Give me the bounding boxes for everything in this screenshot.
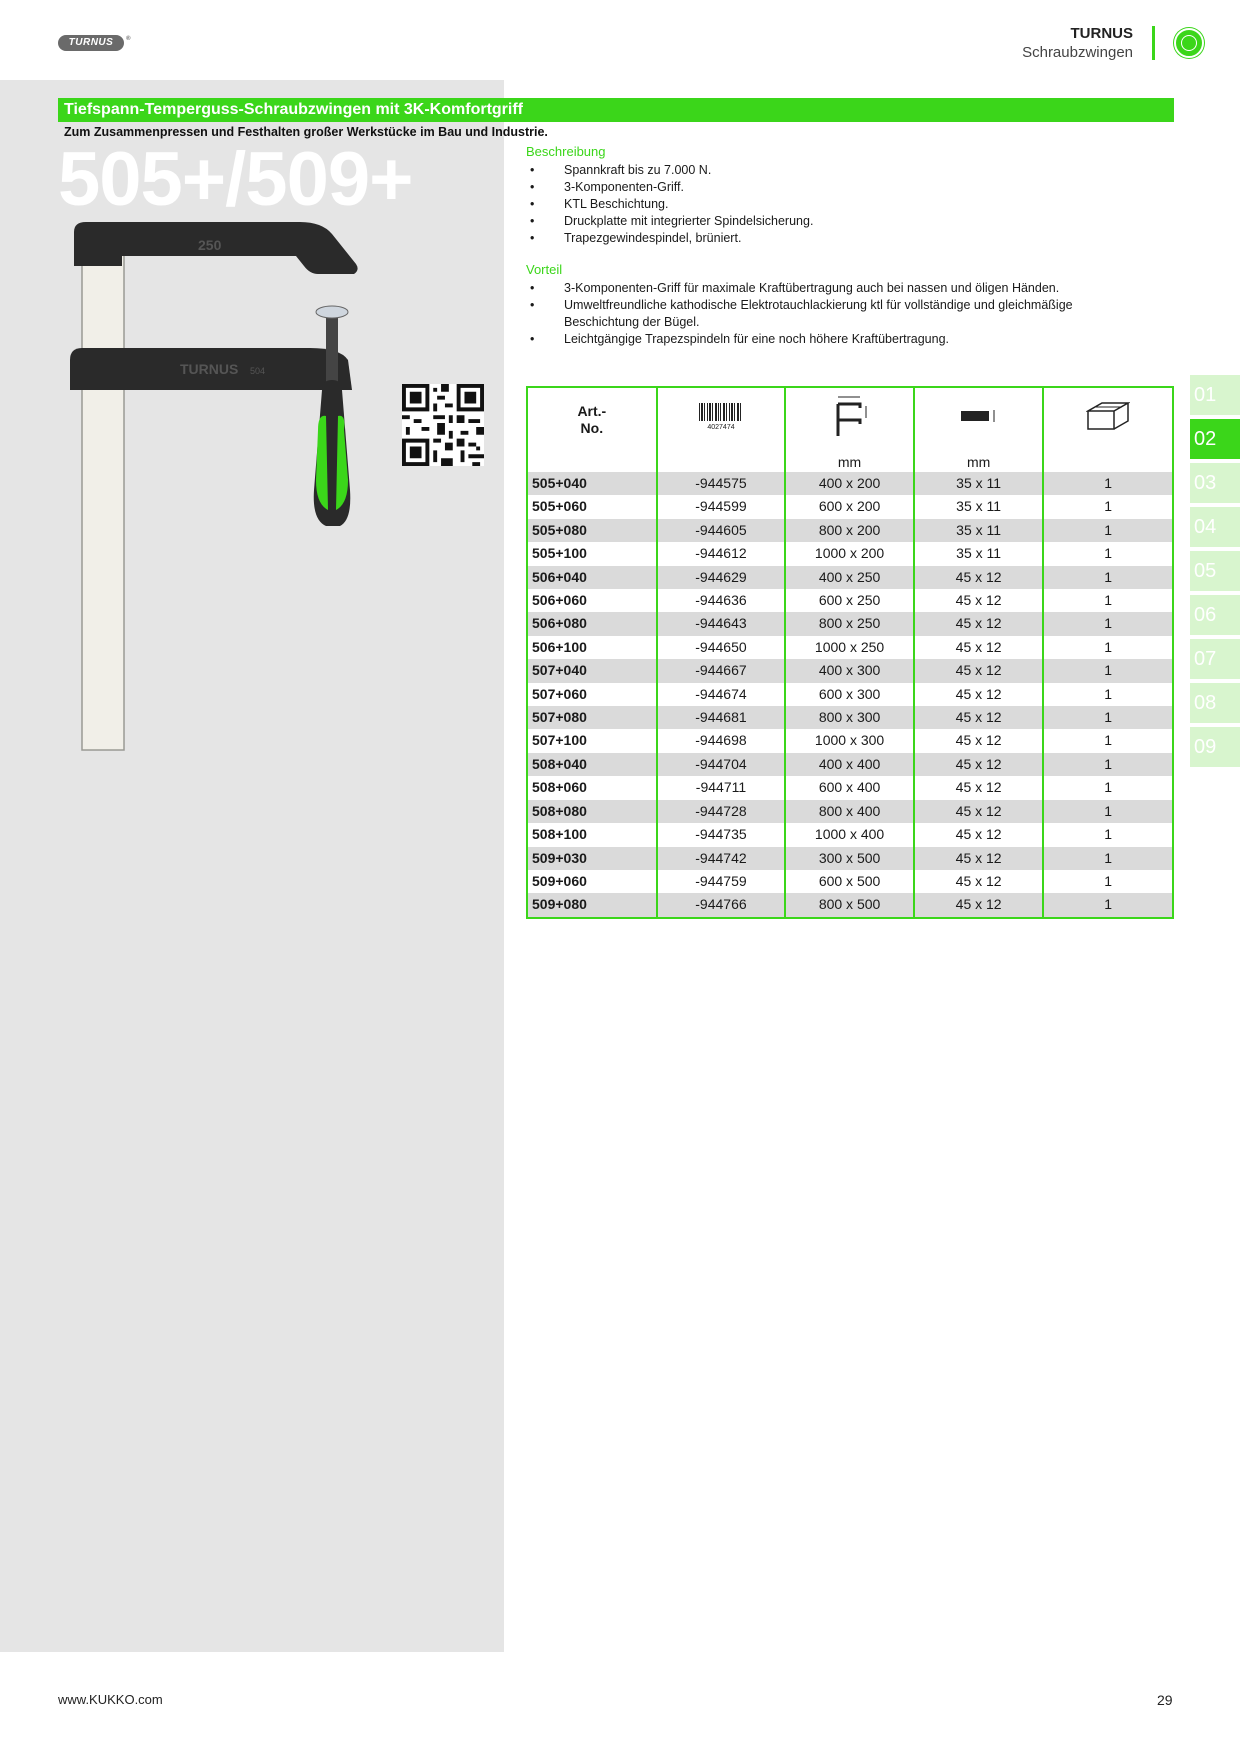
cell-size: 800 x 200: [785, 519, 914, 542]
cell-article-no: 508+040: [527, 753, 657, 776]
package-icon: [1086, 401, 1130, 431]
header-category: Schraubzwingen: [1022, 44, 1133, 61]
cell-ean-suffix: -944629: [657, 566, 786, 589]
cell-ean-suffix: -944605: [657, 519, 786, 542]
cell-ean-suffix: -944735: [657, 823, 786, 846]
cell-pack-qty: 1: [1043, 472, 1173, 495]
cell-size: 1000 x 400: [785, 823, 914, 846]
header-barcode: [657, 387, 786, 452]
footer-url: www.KUKKO.com: [58, 1692, 163, 1707]
cell-profile: 45 x 12: [914, 636, 1044, 659]
table-row: [527, 612, 1173, 635]
cell-article-no: 509+060: [527, 870, 657, 893]
rail-profile-icon: [959, 406, 999, 426]
article-table: [526, 386, 1174, 919]
cell-size: 600 x 300: [785, 683, 914, 706]
chapter-tab-03[interactable]: 03: [1190, 463, 1240, 503]
header-size: [785, 387, 914, 452]
table-unit-row: [527, 452, 1173, 472]
cell-ean-suffix: -944674: [657, 683, 786, 706]
cell-article-no: 507+080: [527, 706, 657, 729]
cell-pack-qty: 1: [1043, 612, 1173, 635]
cell-profile: 45 x 12: [914, 753, 1044, 776]
chapter-tab-06[interactable]: 06: [1190, 595, 1240, 635]
description-item: • 3-Komponenten-Griff.: [526, 179, 1146, 196]
table-row: [527, 776, 1173, 799]
cell-profile: 45 x 12: [914, 706, 1044, 729]
cell-profile: 45 x 12: [914, 729, 1044, 752]
cell-article-no: 506+080: [527, 612, 657, 635]
cell-profile: 35 x 11: [914, 472, 1044, 495]
cell-size: 600 x 200: [785, 495, 914, 518]
cell-ean-suffix: -944742: [657, 847, 786, 870]
cell-pack-qty: 1: [1043, 706, 1173, 729]
cell-size: 800 x 500: [785, 893, 914, 917]
cell-ean-suffix: -944667: [657, 659, 786, 682]
cell-ean-suffix: -944599: [657, 495, 786, 518]
table-row: [527, 519, 1173, 542]
header-pack: [1043, 387, 1173, 452]
cell-profile: 45 x 12: [914, 589, 1044, 612]
cell-article-no: 505+060: [527, 495, 657, 518]
chapter-tab-04[interactable]: 04: [1190, 507, 1240, 547]
table-row: [527, 566, 1173, 589]
cell-size: 800 x 400: [785, 800, 914, 823]
cell-article-no: 506+040: [527, 566, 657, 589]
jaw-number-mark: 504: [250, 366, 266, 376]
header-article-no: [527, 387, 657, 452]
header-profile: [914, 387, 1044, 452]
table-row: [527, 870, 1173, 893]
cell-pack-qty: 1: [1043, 519, 1173, 542]
table-header-row: [527, 387, 1173, 452]
cell-profile: 45 x 12: [914, 847, 1044, 870]
cell-size: 800 x 300: [785, 706, 914, 729]
cell-size: 1000 x 200: [785, 542, 914, 565]
cell-pack-qty: 1: [1043, 636, 1173, 659]
advantage-item: • 3-Komponenten-Griff für maximale Kraftübertragung auch bei nassen und öligen Händen.: [526, 280, 1146, 297]
cell-pack-qty: 1: [1043, 683, 1173, 706]
cell-pack-qty: 1: [1043, 729, 1173, 752]
description-item: • Spannkraft bis zu 7.000 N.: [526, 162, 1146, 179]
header-divider: [1152, 26, 1155, 60]
cell-article-no: 506+100: [527, 636, 657, 659]
product-title: Tiefspann-Temperguss-Schraubzwingen mit 3K-Komfortgriff: [58, 98, 1174, 122]
cell-ean-suffix: -944759: [657, 870, 786, 893]
cell-profile: 45 x 12: [914, 870, 1044, 893]
table-row: [527, 472, 1173, 495]
unit-profile: mm: [914, 452, 1044, 472]
description-list: [526, 162, 1146, 247]
cell-ean-suffix: -944704: [657, 753, 786, 776]
cell-profile: 35 x 11: [914, 519, 1044, 542]
product-number: 505+/509+: [58, 137, 413, 222]
product-subtitle: Zum Zusammenpressen und Festhalten großer Werkstücke im Bau und Industrie.: [64, 125, 548, 139]
chapter-tab-02[interactable]: 02: [1190, 419, 1240, 459]
page-header: [1022, 25, 1133, 61]
cell-profile: 35 x 11: [914, 542, 1044, 565]
cell-article-no: 507+040: [527, 659, 657, 682]
header-brand: TURNUS: [1070, 25, 1133, 42]
table-row: [527, 823, 1173, 846]
table-row: [527, 847, 1173, 870]
chapter-tab-05[interactable]: 05: [1190, 551, 1240, 591]
clamp-size-icon: [830, 394, 870, 438]
table-row: [527, 636, 1173, 659]
table-row: [527, 893, 1173, 917]
table-row: [527, 542, 1173, 565]
cell-profile: 45 x 12: [914, 893, 1044, 917]
table-row: [527, 729, 1173, 752]
unit-size: mm: [785, 452, 914, 472]
cell-size: 600 x 400: [785, 776, 914, 799]
cell-pack-qty: 1: [1043, 659, 1173, 682]
qr-code: [402, 384, 484, 466]
advantage-item: • Leichtgängige Trapezspindeln für eine noch höhere Kraftübertragung.: [526, 331, 1146, 348]
cell-article-no: 507+060: [527, 683, 657, 706]
table-row: [527, 659, 1173, 682]
cell-size: 800 x 250: [785, 612, 914, 635]
advantages-list: [526, 280, 1146, 348]
cell-article-no: 505+100: [527, 542, 657, 565]
advantage-item: • Umweltfreundliche kathodische Elektrotauchlackierung ktl für vollständige und gleichmäßige Beschichtung der Bügel.: [526, 297, 1146, 331]
cell-ean-suffix: -944681: [657, 706, 786, 729]
chapter-tab-01[interactable]: 01: [1190, 375, 1240, 415]
header-art-line2: No.: [580, 420, 604, 436]
table-row: [527, 706, 1173, 729]
cell-ean-suffix: -944612: [657, 542, 786, 565]
cell-article-no: 505+080: [527, 519, 657, 542]
cell-pack-qty: 1: [1043, 542, 1173, 565]
cell-profile: 45 x 12: [914, 800, 1044, 823]
cell-ean-suffix: -944766: [657, 893, 786, 917]
cell-article-no: 508+100: [527, 823, 657, 846]
table-row: [527, 800, 1173, 823]
cell-size: 400 x 400: [785, 753, 914, 776]
cell-size: 600 x 250: [785, 589, 914, 612]
cell-article-no: 509+080: [527, 893, 657, 917]
advantages-section: [526, 262, 1146, 348]
header-art-line1: Art.-: [577, 403, 607, 419]
description-item: • Trapezgewindespindel, brüniert.: [526, 230, 1146, 247]
cell-pack-qty: 1: [1043, 870, 1173, 893]
cell-profile: 45 x 12: [914, 612, 1044, 635]
cell-size: 1000 x 300: [785, 729, 914, 752]
description-section: [526, 144, 1146, 247]
cell-ean-suffix: -944711: [657, 776, 786, 799]
cell-ean-suffix: -944698: [657, 729, 786, 752]
cell-article-no: 506+060: [527, 589, 657, 612]
chapter-tab-08[interactable]: 08: [1190, 683, 1240, 723]
description-item: • KTL Beschichtung.: [526, 196, 1146, 213]
cell-ean-suffix: -944728: [657, 800, 786, 823]
table-row: [527, 683, 1173, 706]
cell-profile: 35 x 11: [914, 495, 1044, 518]
cell-ean-suffix: -944636: [657, 589, 786, 612]
cell-pack-qty: 1: [1043, 776, 1173, 799]
cell-pack-qty: 1: [1043, 495, 1173, 518]
barcode-icon: [697, 401, 745, 431]
cell-ean-suffix: -944643: [657, 612, 786, 635]
cell-article-no: 509+030: [527, 847, 657, 870]
cell-pack-qty: 1: [1043, 823, 1173, 846]
advantages-title: Vorteil: [526, 262, 563, 277]
cell-pack-qty: 1: [1043, 847, 1173, 870]
cell-profile: 45 x 12: [914, 776, 1044, 799]
clamp-product-image: [60, 220, 420, 760]
cell-article-no: 507+100: [527, 729, 657, 752]
cell-size: 1000 x 250: [785, 636, 914, 659]
chapter-tab-07[interactable]: 07: [1190, 639, 1240, 679]
cell-article-no: 508+060: [527, 776, 657, 799]
cell-profile: 45 x 12: [914, 566, 1044, 589]
description-item: • Druckplatte mit integrierter Spindelsicherung.: [526, 213, 1146, 230]
cell-pack-qty: 1: [1043, 566, 1173, 589]
brand-seal-icon: [1174, 28, 1204, 58]
table-row: [527, 753, 1173, 776]
cell-ean-suffix: -944650: [657, 636, 786, 659]
cell-size: 600 x 500: [785, 870, 914, 893]
table-row: [527, 589, 1173, 612]
cell-ean-suffix: -944575: [657, 472, 786, 495]
table-row: [527, 495, 1173, 518]
cell-pack-qty: 1: [1043, 800, 1173, 823]
cell-size: 400 x 200: [785, 472, 914, 495]
cell-pack-qty: 1: [1043, 893, 1173, 917]
cell-profile: 45 x 12: [914, 823, 1044, 846]
cell-pack-qty: 1: [1043, 589, 1173, 612]
cell-size: 300 x 500: [785, 847, 914, 870]
cell-pack-qty: 1: [1043, 753, 1173, 776]
cell-size: 400 x 250: [785, 566, 914, 589]
jaw-brand-mark: TURNUS: [180, 361, 239, 377]
barcode-digits: 4027474: [707, 424, 735, 432]
cell-profile: 45 x 12: [914, 659, 1044, 682]
chapter-tab-09[interactable]: 09: [1190, 727, 1240, 767]
cell-article-no: 505+040: [527, 472, 657, 495]
jaw-size-mark: 250: [198, 237, 222, 253]
cell-article-no: 508+080: [527, 800, 657, 823]
turnus-logo: TURNUS ®: [58, 35, 124, 51]
chapter-tabs: [1190, 375, 1240, 771]
cell-size: 400 x 300: [785, 659, 914, 682]
page-number: 29: [1157, 1692, 1173, 1708]
description-title: Beschreibung: [526, 144, 606, 159]
cell-profile: 45 x 12: [914, 683, 1044, 706]
